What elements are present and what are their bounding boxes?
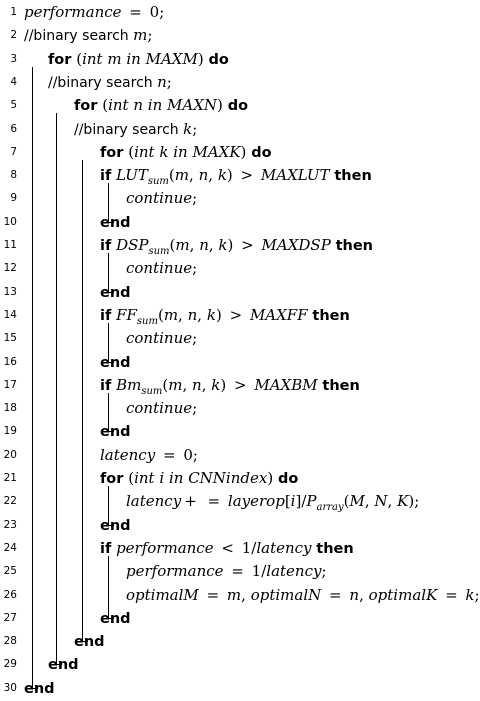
code-line: [0, 351, 461, 374]
code-text: if $Bm_{sum}(m$, n, k) > MAXBM then: [100, 375, 360, 397]
code-line: [0, 257, 461, 280]
code-text: end: [100, 610, 131, 627]
line-number: 7: [10, 145, 17, 158]
code-text: end: [100, 284, 131, 301]
block-bar-end: [56, 664, 62, 665]
block-bar: [108, 393, 109, 432]
code-text: continue;: [126, 399, 198, 418]
line-number: 25: [3, 565, 17, 578]
code-text: end: [100, 424, 131, 441]
line-number: 11: [3, 239, 17, 251]
code-line: [0, 281, 461, 304]
code-text: latency + = $layerop[i]/P_{array}(M$, N, K);: [126, 492, 420, 514]
block-bar: [108, 253, 109, 292]
block-bar-end: [108, 222, 114, 223]
block-bar: [56, 113, 57, 664]
code-text: end: [24, 680, 55, 697]
code-text: //binary search k;: [74, 119, 198, 138]
line-number: 16: [3, 355, 17, 368]
block-bar-end: [108, 362, 114, 363]
line-number: 8: [10, 169, 17, 182]
line-number: 15: [3, 332, 17, 345]
code-line: [0, 94, 461, 117]
line-number: 23: [3, 518, 17, 531]
line-number: 2: [10, 29, 17, 42]
code-line: [0, 234, 461, 257]
code-text: if performance < 1/latency then: [100, 538, 354, 557]
code-line: [0, 653, 461, 676]
block-bar: [108, 323, 109, 362]
line-number: 29: [3, 658, 17, 671]
line-number: 1: [10, 6, 17, 18]
code-line: [0, 71, 461, 94]
code-text: for (int m in MAXM) do: [48, 49, 229, 68]
block-bar: [108, 556, 109, 618]
code-line: [0, 584, 480, 607]
code-text: end: [100, 517, 131, 534]
block-bar-end: [108, 618, 114, 619]
line-number: 13: [3, 285, 17, 298]
line-number: 3: [10, 52, 17, 65]
code-text: end: [48, 657, 79, 674]
code-text: performance = 1/latency;: [126, 562, 327, 581]
code-text: end: [74, 634, 105, 651]
code-line: [0, 187, 461, 210]
line-number: 30: [3, 681, 17, 694]
code-line: [0, 327, 461, 350]
line-number: 22: [3, 495, 17, 508]
line-number: 28: [3, 635, 17, 648]
line-number: 20: [3, 448, 17, 461]
code-line: [0, 514, 461, 537]
code-text: latency = 0;: [100, 445, 198, 464]
line-number: 26: [3, 588, 17, 601]
line-number: 18: [3, 402, 17, 415]
block-bar-end: [108, 525, 114, 526]
code-line: [0, 48, 461, 71]
code-text: if $DSP_{sum}(m$, n, k) > MAXDSP then: [100, 236, 373, 257]
code-text: end: [100, 354, 131, 371]
code-line: [0, 490, 461, 513]
code-line: [0, 24, 461, 47]
block-bar: [108, 183, 109, 222]
code-line: [0, 630, 461, 653]
code-line: [0, 164, 461, 187]
code-line: [0, 444, 461, 467]
code-line: [0, 420, 461, 443]
code-line: [0, 607, 461, 630]
code-line: [0, 677, 461, 700]
code-text: for (int n in MAXN) do: [74, 96, 249, 115]
code-line: [0, 374, 461, 397]
block-bar: [82, 160, 83, 641]
block-bar-end: [108, 431, 114, 432]
code-line: [0, 537, 461, 560]
code-text: optimalM = m, optimalN = n, optimalK = k;: [126, 585, 480, 604]
code-line: [0, 304, 461, 327]
line-number: 27: [3, 611, 17, 624]
code-line: [0, 141, 461, 164]
block-bar-end: [82, 641, 88, 642]
code-text: if $FF_{sum}(m$, n, k) > MAXFF then: [100, 305, 350, 327]
line-number: 12: [3, 262, 17, 275]
line-number: 19: [3, 425, 17, 438]
code-text: for (int i in CNNindex) do: [100, 469, 299, 487]
line-number: 6: [10, 122, 17, 135]
code-line: [0, 560, 461, 583]
line-number: 14: [3, 308, 17, 321]
code-text: continue;: [126, 189, 198, 208]
code-text: end: [100, 214, 131, 231]
code-text: for (int k in MAXK) do: [100, 142, 272, 161]
code-line: [0, 1, 461, 24]
line-number: 5: [10, 99, 17, 112]
code-text: continue;: [126, 259, 198, 278]
line-number: 21: [3, 472, 17, 484]
code-line: [0, 211, 461, 234]
line-number: 4: [10, 75, 17, 88]
block-bar-end: [32, 688, 38, 689]
line-number: 10: [3, 215, 17, 228]
code-text: continue;: [126, 329, 198, 348]
code-text: //binary search m;: [24, 26, 153, 45]
code-line: [0, 118, 461, 141]
block-bar: [108, 486, 109, 525]
line-number: 9: [10, 192, 17, 205]
line-number: 24: [3, 541, 17, 554]
code-line: [0, 397, 461, 420]
code-line: [0, 467, 461, 490]
code-text: if $LUT_{sum}(m$, n, k) > MAXLUT then: [100, 166, 372, 188]
line-number: 17: [3, 378, 17, 391]
code-text: performance = 0;: [24, 3, 165, 21]
block-bar: [32, 67, 33, 688]
block-bar-end: [108, 292, 114, 293]
code-text: //binary search n;: [48, 72, 172, 91]
